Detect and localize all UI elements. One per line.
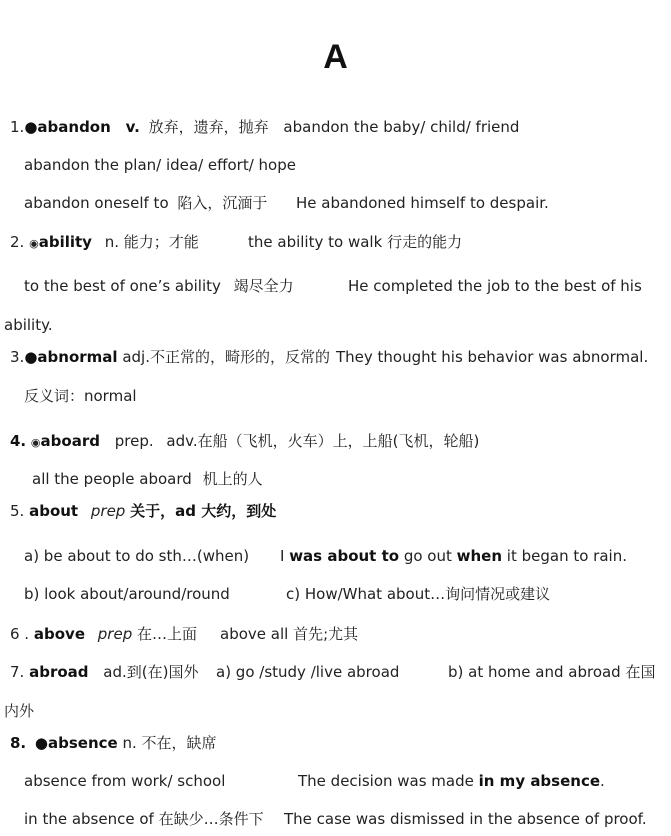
usage-a: a) be about to do sth…(when): [24, 547, 250, 565]
entry-number: 6 .: [10, 625, 30, 643]
phrase: to the best of one’s ability 竭尽全力: [24, 277, 294, 295]
bullet-circle-icon: ◉: [29, 237, 39, 250]
example: The case was dismissed in the absence of proof.: [284, 810, 647, 828]
entry-about: [10, 502, 276, 520]
antonym: 反义词：normal: [24, 387, 137, 405]
usage-b: b) look about/around/round: [24, 585, 230, 603]
entry-number: 7.: [10, 663, 25, 681]
headword: abroad: [29, 663, 89, 681]
meaning: 关于，ad 大约，到处: [130, 502, 277, 520]
usage-b-continued: 内外: [4, 702, 35, 720]
meaning: 能力；才能: [123, 233, 199, 251]
usage-b: b) at home and abroad 在国: [448, 663, 656, 681]
phrase: abandon oneself to: [24, 194, 169, 212]
part-of-speech: n.: [104, 233, 119, 251]
meaning: adv.在船（飞机，火车）上，上船(飞机，轮船): [166, 432, 480, 450]
entry-number: 1.: [10, 118, 25, 136]
page-title: A: [323, 38, 348, 76]
entry-above: [10, 625, 197, 643]
headword: aboard: [40, 432, 100, 450]
example-continued: ability.: [4, 316, 53, 334]
usage-line: [24, 194, 267, 212]
bullet-dot-icon: ●: [24, 118, 38, 136]
headword: ability: [38, 233, 92, 251]
meaning: 在…上面: [137, 625, 198, 643]
meaning: adj.不正常的，畸形的，反常的: [122, 348, 330, 366]
entry-aboard: [10, 432, 479, 452]
headword: absence: [48, 734, 118, 752]
part-of-speech: prep.: [114, 432, 154, 450]
entry-abroad: [10, 663, 198, 681]
phrase-meaning: 陷入，沉湎于: [177, 194, 268, 212]
headword: abnormal: [37, 348, 118, 366]
example: I was about to go out when it began to rain.: [280, 547, 627, 565]
entry-number: 4.: [10, 432, 27, 450]
entry-number: 2.: [10, 233, 25, 251]
example: He completed the job to the best of his: [348, 277, 642, 295]
example: He abandoned himself to despair.: [296, 194, 549, 212]
example: all the people aboard 机上的人: [32, 470, 263, 488]
headword: above: [33, 625, 85, 643]
example: They thought his behavior was abnormal.: [336, 348, 649, 366]
phrase: in the absence of 在缺少…条件下: [24, 810, 264, 828]
meaning: 放弃，遗弃，抛弃: [148, 118, 269, 136]
entry-ability: [10, 233, 199, 253]
headword: about: [29, 502, 79, 520]
bullet-dot-icon: ●: [34, 734, 49, 752]
part-of-speech: v.: [125, 118, 140, 136]
usage-c: c) How/What about…询问情况或建议: [286, 585, 551, 603]
entry-abandon: [10, 118, 519, 136]
entry-number: 8.: [10, 734, 27, 752]
entry-number: 3.: [10, 348, 25, 366]
headword: abandon: [37, 118, 111, 136]
example: abandon the baby/ child/ friend: [283, 118, 520, 136]
usage-a: a) go /study /live abroad: [216, 663, 400, 681]
example: The decision was made in my absence.: [298, 772, 605, 790]
phrase: above all 首先;尤其: [220, 625, 359, 643]
bullet-circle-icon: ◉: [30, 436, 41, 449]
phrase: absence from work/ school: [24, 772, 226, 790]
entry-number: 5.: [10, 502, 25, 520]
meaning: n. 不在，缺席: [122, 734, 217, 752]
bullet-dot-icon: ●: [24, 348, 38, 366]
part-of-speech: prep: [90, 502, 126, 520]
entry-absence: [10, 734, 217, 752]
meaning: ad.到(在)国外: [103, 663, 199, 681]
part-of-speech: prep: [97, 625, 133, 643]
usage-line: abandon the plan/ idea/ effort/ hope: [24, 156, 296, 174]
entry-abnormal: [10, 348, 330, 366]
example: the ability to walk 行走的能力: [248, 233, 463, 251]
